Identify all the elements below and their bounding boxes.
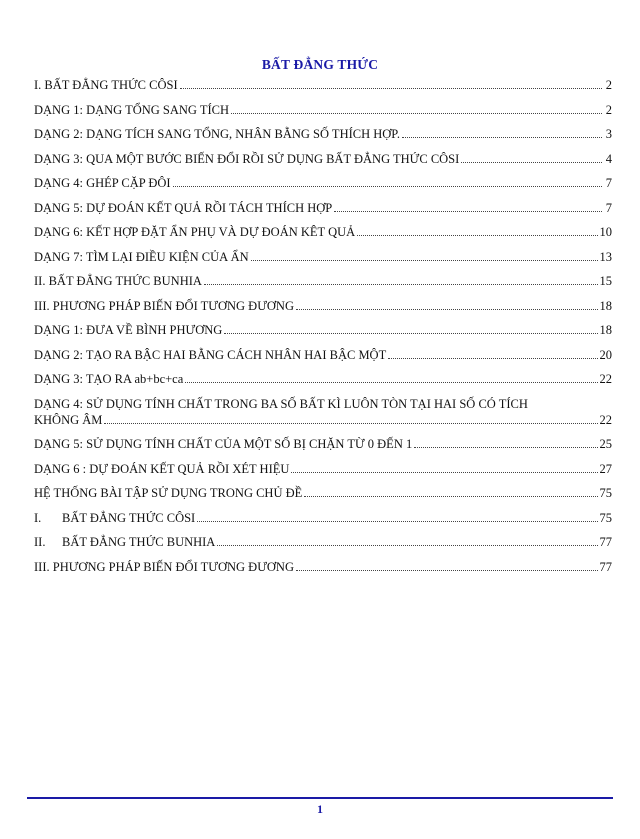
toc-entry-label: BẤT ĐẲNG THỨC CÔSI — [62, 510, 196, 525]
toc-leader-dots — [402, 137, 602, 138]
toc-entry-label: DẠNG 5: SỬ DỤNG TÍNH CHẤT CỦA MỘT SỐ BỊ CHẶN TỪ 0 ĐẾN 1 — [34, 437, 413, 451]
toc-leader-dots — [296, 309, 598, 310]
footer-page-number: 1 — [317, 802, 323, 816]
toc-entry[interactable] — [34, 273, 612, 289]
toc-leader-dots — [296, 570, 598, 571]
toc-leader-dots — [180, 88, 602, 89]
toc-leader-dots — [334, 211, 602, 212]
toc-entry[interactable] — [34, 200, 612, 216]
toc-entry-page: 4 — [605, 151, 612, 166]
footer-divider — [27, 797, 613, 799]
toc-entry-label: DẠNG 7: TÌM LẠI ĐIỀU KIỆN CỦA ẨN — [34, 249, 249, 264]
toc-entry-label: III. PHƯƠNG PHÁP BIẾN ĐỔI TƯƠNG ĐƯƠNG — [34, 298, 294, 313]
table-of-contents — [34, 77, 612, 583]
toc-entry-page: 7 — [605, 200, 612, 215]
toc-leader-dots — [357, 235, 597, 236]
toc-entry-page: 10 — [599, 225, 612, 239]
toc-entry-number: I. — [34, 510, 42, 525]
toc-entry-label-line2: KHÔNG ÂM — [34, 412, 103, 427]
toc-entry-label: DẠNG 6 : DỰ ĐOÁN KẾT QUẢ RỒI XÉT HIỆU — [34, 461, 290, 476]
toc-entry-page: 18 — [599, 323, 612, 337]
toc-entry-page: 77 — [599, 535, 612, 549]
toc-leader-dots — [217, 545, 597, 546]
toc-leader-dots — [204, 284, 598, 285]
toc-entry-page: 75 — [599, 486, 612, 500]
toc-entry-label: I. BẤT ĐẲNG THỨC CÔSI — [34, 78, 178, 92]
toc-entry-page: 22 — [599, 372, 612, 386]
toc-entry-label: DẠNG 3: TẠO RA ab+bc+ca — [34, 372, 184, 386]
toc-entry-page: 27 — [599, 461, 612, 476]
toc-entry-page: 75 — [599, 510, 612, 525]
toc-leader-dots — [104, 423, 597, 424]
toc-leader-dots — [388, 358, 597, 359]
toc-entry-label: DẠNG 2: DẠNG TÍCH SANG TỔNG, NHÂN BẰNG SỐ THÍCH HỢP. — [34, 127, 400, 141]
toc-entry[interactable] — [34, 102, 612, 118]
toc-entry-label: II. BẤT ĐẲNG THỨC BUNHIA — [34, 274, 202, 288]
toc-entry[interactable] — [34, 347, 612, 363]
toc-entry[interactable] — [34, 559, 612, 575]
toc-entry-page: 7 — [605, 176, 612, 190]
toc-entry[interactable] — [34, 436, 612, 452]
toc-leader-dots — [173, 186, 602, 187]
toc-entry-label: DẠNG 6: KẾT HỢP ĐẶT ẨN PHỤ VÀ DỰ ĐOÁN KÊT QUẢ — [34, 225, 356, 239]
toc-entry[interactable] — [34, 534, 612, 550]
toc-entry[interactable] — [34, 298, 612, 314]
toc-entry[interactable] — [34, 371, 612, 387]
toc-entry[interactable] — [34, 77, 612, 93]
toc-entry-label: DẠNG 1: ĐƯA VỀ BÌNH PHƯƠNG — [34, 323, 223, 337]
toc-entry-label: III. PHƯƠNG PHÁP BIẾN ĐỔI TƯƠNG ĐƯƠNG — [34, 559, 294, 574]
toc-entry-label: HỆ THỐNG BÀI TẬP SỬ DỤNG TRONG CHỦ ĐỀ — [34, 486, 303, 500]
toc-leader-dots — [224, 333, 597, 334]
toc-entry[interactable] — [34, 249, 612, 265]
toc-entry-label: BẤT ĐẲNG THỨC BUNHIA — [62, 535, 216, 549]
toc-leader-dots — [304, 496, 597, 497]
toc-entry-page: 77 — [599, 559, 612, 574]
toc-entry[interactable] — [34, 151, 612, 167]
toc-entry-page: 2 — [605, 102, 612, 117]
toc-entry[interactable] — [34, 396, 612, 428]
toc-entry-page: 18 — [599, 298, 612, 313]
toc-entry[interactable] — [34, 175, 612, 191]
toc-entry-label: DẠNG 2: TẠO RA BẬC HAI BẰNG CÁCH NHÂN HAI BẬC MỘT — [34, 347, 387, 362]
toc-entry[interactable] — [34, 510, 612, 526]
toc-entry-page: 22 — [599, 412, 612, 427]
toc-entry-page: 25 — [599, 437, 612, 451]
toc-entry-page: 13 — [599, 249, 612, 264]
toc-leader-dots — [414, 447, 597, 448]
toc-leader-dots — [185, 382, 597, 383]
toc-leader-dots — [197, 521, 597, 522]
toc-entry-page: 15 — [599, 274, 612, 288]
toc-entry-label: DẠNG 5: DỰ ĐOÁN KẾT QUẢ RỒI TÁCH THÍCH HỢP — [34, 200, 333, 215]
toc-entry[interactable] — [34, 224, 612, 240]
toc-entry-label: DẠNG 1: DẠNG TỔNG SANG TÍCH — [34, 102, 230, 117]
toc-entry-label-line1: DẠNG 4: SỬ DỤNG TÍNH CHẤT TRONG BA SỐ BẤT KÌ LUÔN TÒN TẠI HAI SỐ CÓ TÍCH — [34, 396, 528, 411]
toc-entry-page: 20 — [599, 347, 612, 362]
toc-leader-dots — [461, 162, 602, 163]
toc-entry[interactable] — [34, 322, 612, 338]
toc-entry-page: 3 — [605, 127, 612, 141]
toc-entry-number: II. — [34, 535, 46, 549]
toc-entry[interactable] — [34, 126, 612, 142]
document-title: BẤT ĐẲNG THỨC — [261, 57, 379, 72]
toc-leader-dots — [291, 472, 597, 473]
toc-entry-page: 2 — [605, 78, 612, 92]
toc-entry-label: DẠNG 4: GHÉP CẶP ĐÔI — [34, 176, 171, 190]
toc-leader-dots — [231, 113, 602, 114]
toc-entry[interactable] — [34, 461, 612, 477]
toc-entry-label: DẠNG 3: QUA MỘT BƯỚC BIẾN ĐỔI RỒI SỬ DỤNG BẤT ĐẲNG THỨC CÔSI — [34, 151, 460, 166]
toc-leader-dots — [251, 260, 598, 261]
toc-entry[interactable] — [34, 485, 612, 501]
